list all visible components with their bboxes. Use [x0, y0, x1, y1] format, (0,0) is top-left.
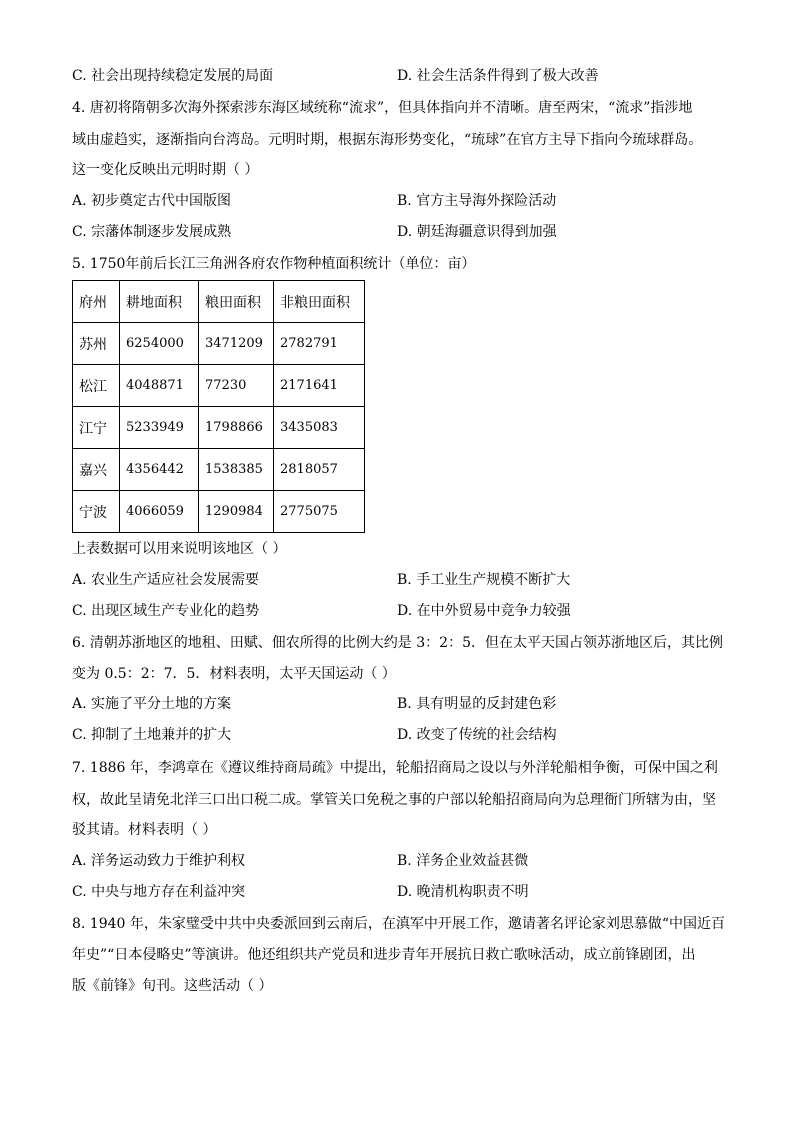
q4-option-b: B. 官方主导海外探险活动 [397, 193, 557, 209]
cell-nongrain: 2775075 [274, 491, 365, 533]
q3-option-d: D. 社会生活条件得到了极大改善 [397, 68, 599, 84]
q4-stem-line-3: 这一变化反映出元明时期（ ） [72, 162, 259, 178]
table-row [73, 449, 365, 491]
q6-option-d: D. 改变了传统的社会结构 [397, 727, 557, 743]
q3-option-c: C. 社会出现持续稳定发展的局面 [72, 68, 274, 84]
q8-stem-line-2: 年史”“日本侵略史”等演讲。他还组织共产党员和进步青年开展抗日救亡歌咏活动，成立前锋剧团，出 [72, 947, 696, 963]
header-nongrain-area: 非粮田面积 [274, 281, 365, 323]
q8-stem-line-1: 8. 1940 年，朱家璧受中共中央委派回到云南后，在滇军中开展工作，邀请著名评论家刘思慕做“中国近百 [72, 916, 726, 932]
q5-option-d: D. 在中外贸易中竞争力较强 [397, 603, 571, 619]
cell-grain: 1538385 [199, 449, 274, 491]
q7-option-a: A. 洋务运动致力于维护利权 [72, 853, 246, 869]
q7-stem-line-1: 7. 1886 年，李鸿章在《遵议维持商局疏》中提出，轮船招商局之设以与外洋轮船相争衡，可保中国之利 [72, 760, 718, 776]
cell-prefecture: 宁波 [73, 491, 120, 533]
table-row [73, 365, 365, 407]
cell-prefecture: 松江 [73, 365, 120, 407]
cell-prefecture: 嘉兴 [73, 449, 120, 491]
cell-cultivated: 4356442 [120, 449, 199, 491]
header-grain-area: 粮田面积 [199, 281, 274, 323]
q6-option-a: A. 实施了平分土地的方案 [72, 696, 232, 712]
q5-title: 5. 1750年前后长江三角洲各府农作物种植面积统计（单位：亩） [72, 256, 476, 272]
cell-nongrain: 3435083 [274, 407, 365, 449]
q6-option-b: B. 具有明显的反封建色彩 [397, 696, 557, 712]
cell-cultivated: 4066059 [120, 491, 199, 533]
table-row [73, 491, 365, 533]
q4-stem-line-2: 域由虚趋实，逐渐指向台湾岛。元明时期，根据东海形势变化，“琉球”在官方主导下指向今琉球群岛。 [72, 132, 703, 148]
cell-prefecture: 苏州 [73, 323, 120, 365]
cell-nongrain: 2782791 [274, 323, 365, 365]
table-row [73, 323, 365, 365]
header-prefecture: 府州 [73, 281, 120, 323]
q5-option-a: A. 农业生产适应社会发展需要 [72, 572, 260, 588]
crop-area-table [72, 280, 365, 533]
q4-option-a: A. 初步奠定古代中国版图 [72, 193, 232, 209]
cell-grain: 77230 [199, 365, 274, 407]
q4-option-d: D. 朝廷海疆意识得到加强 [397, 224, 557, 240]
table-row [73, 407, 365, 449]
q6-stem-line-1: 6. 清朝苏浙地区的地租、田赋、佃农所得的比例大约是 3：2：5．但在太平天国占领苏浙地区后，其比例 [72, 635, 723, 651]
cell-grain: 1798866 [199, 407, 274, 449]
q7-stem-line-3: 驳其请。材料表明（ ） [72, 822, 217, 838]
q7-stem-line-2: 权，故此呈请免北洋三口出口税二成。掌管关口免税之事的户部以轮船招商局向为总理衙门所辖为由，坚 [72, 792, 716, 808]
cell-cultivated: 6254000 [120, 323, 199, 365]
q6-stem-line-2: 变为 0.5：2：7．5．材料表明，太平天国运动（ ） [72, 666, 396, 682]
q7-option-b: B. 洋务企业效益甚微 [397, 853, 529, 869]
table-header-row [73, 281, 365, 323]
header-cultivated-area: 耕地面积 [120, 281, 199, 323]
cell-nongrain: 2171641 [274, 365, 365, 407]
q4-stem-line-1: 4. 唐初将隋朝多次海外探索涉东海区域统称“流求”，但具体指向并不清晰。唐至两宋，“流求”指涉地 [72, 100, 693, 116]
cell-grain: 3471209 [199, 323, 274, 365]
q4-option-c: C. 宗藩体制逐步发展成熟 [72, 224, 232, 240]
q5-stem: 上表数据可以用来说明该地区（ ） [72, 541, 287, 557]
q7-option-c: C. 中央与地方存在利益冲突 [72, 884, 246, 900]
cell-nongrain: 2818057 [274, 449, 365, 491]
q6-option-c: C. 抑制了土地兼并的扩大 [72, 727, 232, 743]
q5-option-c: C. 出现区域生产专业化的趋势 [72, 603, 260, 619]
q7-option-d: D. 晚清机构职责不明 [397, 884, 529, 900]
cell-prefecture: 江宁 [73, 407, 120, 449]
cell-cultivated: 5233949 [120, 407, 199, 449]
cell-grain: 1290984 [199, 491, 274, 533]
cell-cultivated: 4048871 [120, 365, 199, 407]
q5-option-b: B. 手工业生产规模不断扩大 [397, 572, 571, 588]
q8-stem-line-3: 版《前锋》旬刊。这些活动（ ） [72, 978, 273, 994]
